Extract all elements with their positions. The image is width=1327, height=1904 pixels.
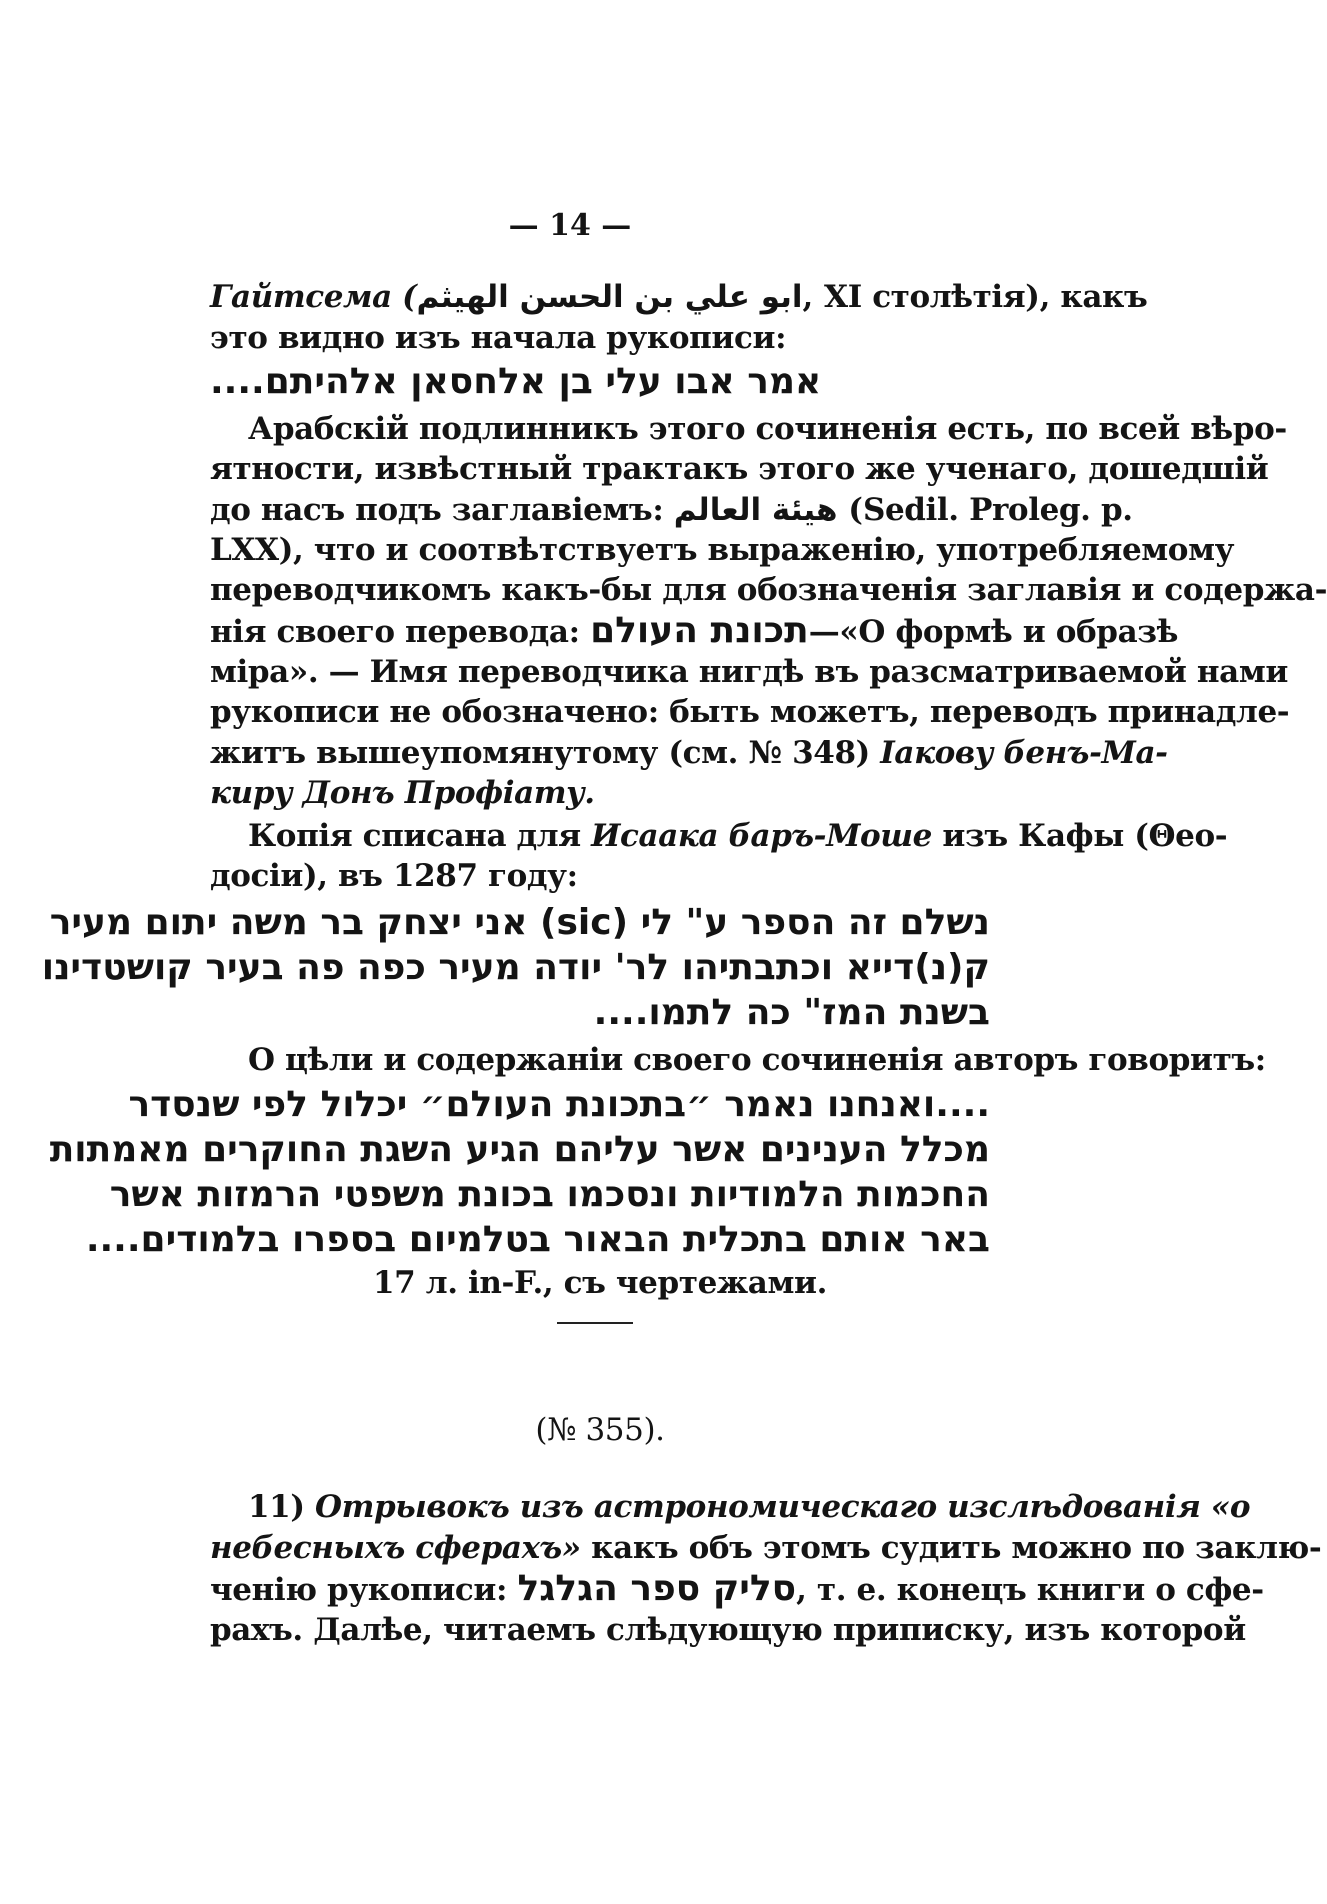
section-divider — [557, 1322, 633, 1324]
text-line-27: небесныхъ сферахъ» какъ объ этомъ судить можно по заклю- — [210, 1530, 1322, 1566]
hebrew-quote-3: החכמות הלמודיות ונסכמו בכונת משפטי הרמזות אשר — [109, 1174, 990, 1215]
arabic-title: هيئة العالم — [673, 492, 838, 528]
text-line-14: Копія списана для Исаака баръ-Моше изъ Кафы (Θео- — [248, 818, 1228, 854]
text-line-7: LXX), что и соотвѣтствуетъ выраженію, употребляемому — [210, 532, 1235, 568]
text-line-28: ченію рукописи: סליק ספר הגלגל, т. е. конецъ книги о сфе- — [210, 1568, 1264, 1609]
entry-number: (№ 355). — [535, 1412, 665, 1448]
author-name: Гайтсема ( — [210, 279, 417, 315]
copyist-name: Исаака баръ-Моше — [591, 818, 933, 854]
hebrew-quote-1: ....ואנחנו נאמר ״בתכונת העולם״ יכלול לפי שנסדר — [128, 1084, 990, 1125]
text-line-4: Арабскій подлинникъ этого сочиненія есть, по всей вѣро- — [248, 411, 1287, 447]
text-line-26: 11) Отрывокъ изъ астрономическаго изслѣдованія «о — [248, 1489, 1251, 1525]
page-number: — 14 — — [508, 208, 632, 243]
text-line-11: рукописи не обозначено: быть можетъ, переводъ принадле- — [210, 694, 1290, 730]
hebrew-quote-4: באר אותם בתכלית הבאור בטלמיום בספרו בלמודים.... — [85, 1219, 990, 1260]
text-line-10: міра». — Имя переводчика нигдѣ въ разсматриваемой нами — [210, 654, 1288, 690]
hebrew-colophon-3: בשנת המז" כה לתמו.... — [593, 992, 990, 1033]
text-line-13: киру Донъ Профіату. — [210, 775, 595, 811]
text-line-15: досіи), въ 1287 году: — [210, 858, 578, 894]
hebrew-colophon-2: ק(נ)דייא וכתבתיהו לר' יודה מעיר כפה פה בעיר קושטדינו — [41, 947, 990, 988]
translator-name: Іакову бенъ-Ма- — [880, 735, 1168, 771]
text-line-1: Гайтсема (ابو علي بن الحسن الهيثم, XI столѣтія), какъ — [210, 279, 1148, 315]
hebrew-explicit: סליק ספר הגלגל — [517, 1568, 797, 1609]
text-line-8: переводчикомъ какъ-бы для обозначенія заглавія и содержа- — [210, 572, 1327, 608]
work-title: Отрывокъ изъ астрономическаго изслѣдованія «о — [315, 1489, 1251, 1525]
arabic-author-name: ابو علي بن الحسن الهيثم — [416, 279, 803, 315]
text-line-2: это видно изъ начала рукописи: — [210, 320, 787, 356]
hebrew-quote-2: מכלל הענינים אשר עליהם הגיע השגת החוקרים מאמתות — [49, 1129, 990, 1170]
text-line-12: житъ вышеупомянутому (см. № 348) Іакову бенъ-Ма- — [210, 735, 1168, 771]
text-line-29: рахъ. Далѣе, читаемъ слѣдующую приписку, изъ которой — [210, 1612, 1246, 1648]
hebrew-colophon-1: נשלם זה הספר ע" לי (sic) אני יצחק בר משה יתום מעיר — [49, 902, 990, 943]
folio-count: 17 л. in-F., съ чертежами. — [373, 1265, 827, 1301]
hebrew-title: תכונת העולם — [590, 610, 809, 651]
text-line-9: нія своего перевода: תכונת העולם—«О формѣ и образѣ — [210, 610, 1179, 651]
text-line-19: О цѣли и содержаніи своего сочиненія авторъ говоритъ: — [248, 1042, 1266, 1078]
text-line-5: ятности, извѣстный трактакъ этого же ученаго, дошедшій — [210, 451, 1269, 487]
text-line-6: до насъ подъ заглавіемъ: هيئة العالم (Sedil. Proleg. p. — [210, 492, 1133, 528]
hebrew-incipit: אמר אבו עלי בן אלחסאן אלהיתם.... — [210, 361, 822, 402]
